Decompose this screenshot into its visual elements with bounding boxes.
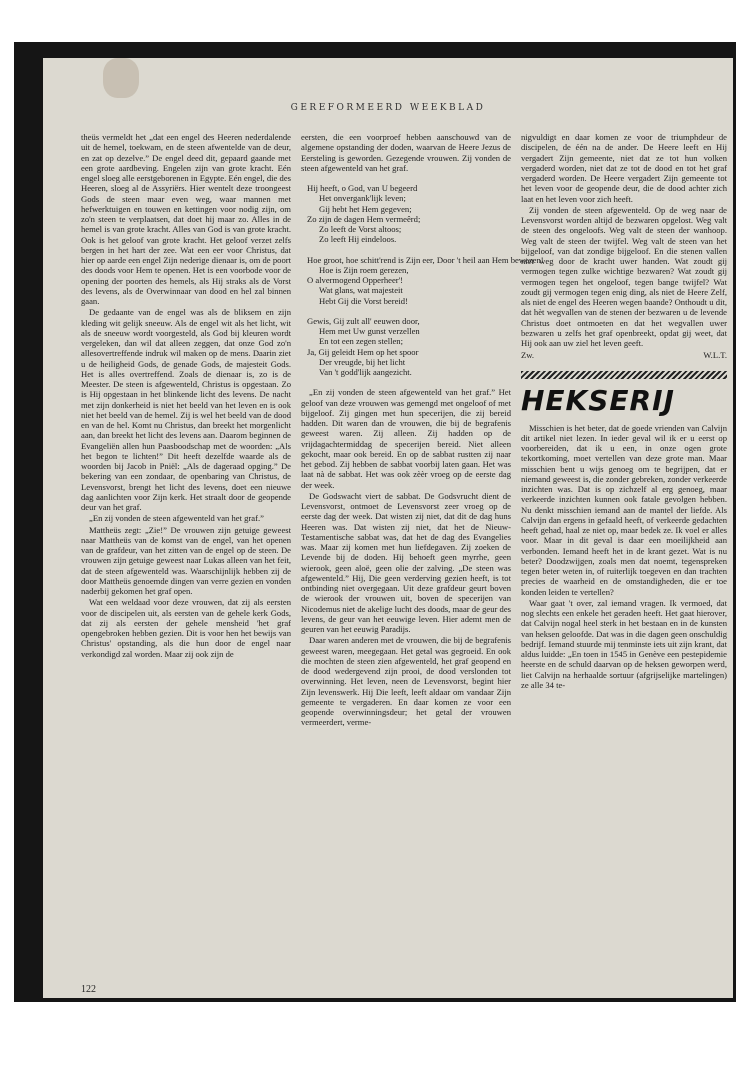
verse-line: Wat glans, wat majesteit (319, 285, 403, 296)
page-header: GEREFORMEERD WEEKBLAD (290, 103, 486, 113)
verse-line: Gewis, Gij zult all' eeuwen door, (307, 315, 420, 326)
verse-line: Het onvergank'lijk leven; (319, 193, 406, 204)
column-1 (81, 132, 291, 659)
verse-line: Hoe groot, hoe schitt'rend is Zijn eer, Door 't heil aan Hem bewezen! (307, 254, 544, 265)
verse-line: Zo leeft Hij eindeloos. (319, 234, 397, 245)
verse-line: En tot een zegen stellen; (319, 336, 403, 347)
verse-line: Gij hebt het Hem gegeven; (319, 203, 412, 214)
verse-line: Van 't godd'lijk aangezicht. (319, 367, 412, 377)
section-heading: HEKSERIJ (521, 383, 675, 417)
paragraph: Misschien is het beter, dat de goede vrienden van Calvijn dit artikel niet lezen. In ieder geval wil ik er u eerst op voorbereiden, dat ik u een, in onze ogen grote tekortkoming, moet vertellen van deze grote man. Maar misschien bent u wijs genoeg om te begrijpen, dat er niemand geweest is, die zonder gebreken, zonder verkeerde inzichten was. Dat is op zichzelf al erg genoeg, maar verkeerde inzichten kunnen ook fatale gevolgen hebben. Nu denkt misschien iemand aan de mantel der liefde. Als Calvijn dan ergens in gefaald heeft, of verkeerde gedachten heeft gehad, haal ze niet op, maar bedek ze. Ik voel er alles voor. Maar in dit geval is daar een moeilijkheid aan verbonden. Iemand heeft het in de krant gezet. Wat is nu beter? Doodzwijgen, zoals men dat noemt, tegenspreken tegen beter weten in, of ruiterlijk toegeven en dan trachten precies de waarheid en de omstandigheden, die er toe konden leiden te vertellen? (521, 422, 727, 597)
signature-initials: W.L.T. (703, 350, 727, 361)
paragraph: De gedaante van de engel was als de bliksem en zijn kleding wit gelijk sneeuw. Als de engel wit als het licht, wit als de sneeuw wordt voorgesteld, als God bij kleuren wordt vergeleken, dan wil dat alleen zeggen, dat onze God zo'n allesovertreffende indruk wil maken op de mens. Daarin ziet u de heiligheid Gods, de genade Gods, de majesteit Gods. Het is alles overtreffend. Zoals de dienaar is, zo is de Meester. De steen is afgewenteld, Christus is opgestaan. Zo is Hij opgestaan in het blinkende licht des levens. De nacht met zijn donkerheid is niet het beeld van het leven en is ook niet het beeld van de hemel. Zij is wel het beeld van de dood en van de hel. Komt nu Christus, dan breekt het morgenlicht aan, dan breekt het licht des levens aan. Daarom beginnen de Evangeliën allen hun Paasboodschap met de woorden: „Als het begon te lichten!” Dit heeft dezelfde waarde als de woorden bij Jacob in Pniël: „Als de dageraad opging.” De bekering van een zondaar, de openbaring van Christus, de Levensvorst, brengt het licht des levens, doet een nieuwe dag aanlichten voor Zijn kerk. Het straalt door de geopende deur van het graf. (81, 307, 291, 512)
verse-line: Hoe is Zijn roem gerezen, (319, 264, 409, 275)
verse-line: Ja, Gij geleidt Hem op het spoor (307, 346, 419, 357)
paragraph: Wat een weldaad voor deze vrouwen, dat zij als eersten voor de discipelen uit, als eersten van de gehele kerk Gods, dat zij als eersten der gehele mensheid 'het graf opengebroken hebben gezien. Dit is voor hen het bewijs van Christus' opstanding, als die hun door de engel naar verkondigd zal worden. Maar zij ook zijn de (81, 597, 291, 659)
signature-line (521, 350, 727, 360)
verse-line: Hem met Uw gunst verzellen (319, 326, 420, 336)
paragraph: De Godswacht viert de sabbat. De Godsvrucht dient de Levensvorst, ontmoet de Levensvorst zeer vroeg op de eerste dag der week. Dat wisten zij niet, dat dit de dag huns Heeren was. Dat wisten zij niet, dat het de Nieuw-Testamentische sabbat was, dat het de dag des Evangelies was. Maar zij komen met hun liefdegaven. Zij zoeken de Levende bij de doden. Hij behoeft geen myrrhe, geen wierook, geen aloë, geen olie der zalving. „De steen was afgewenteld.” Hij, Die geen verderving gezien heeft, is tot ontbinding niet overgegaan. Uit deze grafdeur geurt boven de wierook der vrouwen uit, boven de specerijen van Nicodemus niet de akelige lucht des doods, maar de geur des levens, de geur van het eeuwige leven. Hier ademt men de geuren van het eeuwig Paradijs. (301, 490, 511, 634)
verse-line: O alvermogend Opperheer'! (307, 275, 404, 285)
paragraph: Waar gaat 't over, zal iemand vragen. Ik vermoed, dat nog slechts een enkele het geraden heeft. Het gaat hierover, dat Calvijn nogal heel sterk in het bestaan en in de kunsten van heksen geloofde. Dat was in die dagen geen onschuldig bedrijf. Iemand stuurde mij tenminste iets uit zijn krant, dat aldus luidde: „En toen in 1545 in Genève een pestepidemie heerste en de schuld daarvan op de heksen geworpen werd, liet Calvijn na herhaalde sortuur (afgrijselijke martelingen) ze alle 34 te- (521, 597, 727, 690)
verse-line: Hebt Gij die Vorst bereid! (319, 295, 408, 306)
newspaper-page (43, 58, 733, 998)
verse-line: Zo zijn de dagen Hem vermeêrd; (307, 213, 421, 224)
paragraph: „En zij vonden de steen afgewenteld van het graf.” Het geloof van deze vrouwen was gemengd met ongeloof of met bijgeloof. Zij gingen met hun specerijen, die zij bereid hadden. Dit waren dan de vrouwen, die bij de begrafenis geweest waren. Zij alleen. Zij hadden op de vrijdagachtermiddag de specerijen bereid. Niet alleen gekocht, maar ook bereid. En op de sabbat rustten zij naar het gebod. Zij hebben de sabbat voorbij laten gaan. Het was laat nà de sabbat. Het was ook zèèr vroeg op de eerste dag der week. (301, 387, 511, 490)
verse-line: Hij heeft, o God, van U begeerd (307, 183, 418, 193)
paragraph: eersten, die een voorproef hebben aanschouwd van de algemene opstanding der doden, waarvan de Heere Jezus de Eersteling is geworden. Gezegende vrouwen. Zij vonden de steen afgewenteld van het graf. (301, 132, 511, 173)
page-number: 122 (81, 984, 96, 995)
verse-line: Der vreugde, bij het licht (319, 356, 406, 367)
paragraph: Zij vonden de steen afgewenteld. Op de weg naar de Levensvorst worden altijd de bezwaren opgelost. Weg valt de steen des ongeloofs. Weg valt de steen der wanhoop. Weg valt de steen der twijfel. Weg valt de steen van het bijgeloof, van dat zondige bijgeloof. En die stenen vallen niet weg door de kracht uwer handen. Wat zoudt gij vermogen tegen zulke wichtige bezwaren? Wat zoudt gij vermogen tegen het ongeloof, tegen bange twijfel? Wat zoudt gij vermogen tegen enig ding, als niet de Heere Zelf, als niet de engel des Heeren wegen baande? Onthoudt u dit, dat hèt wegvallen van de stenen der bezwaren u de levende Christus doet ontmoeten en dat het wegvallen uwer bezwaren u zelfs het graf openbreekt, opdat gij weet, dat Hij ook aan uw ziel het leven geeft. (521, 204, 727, 348)
column-3 (521, 132, 727, 690)
paragraph: Daar waren anderen met de vrouwen, die bij de begrafenis geweest waren, meegegaan. Het getal was gegroeid. En ook die mochten de steen zien afgewenteld, het graf geopend en de dood wedergevend zijn prooi, de dood verslonden tot overwinning. Het leven, neen de Levensvorst, begint hier Zijn levenswerk. Hij Die leeft, leeft aldaar om vandaar Zijn gemeente te vergaderen. En daar komen ze voor een geopende overwinningsdeur; het getal der vrouwen vermeerdert, verme- (301, 635, 511, 728)
paragraph: „En zij vonden de steen afgewenteld van het graf.” (89, 513, 264, 524)
page-stain (103, 58, 139, 98)
paragraph: nigvuldigt en daar komen ze voor de triumphdeur de discipelen, de één na de ander. De Heere leeft en Hij vergadert Zijn gemeente, niet dat ze tot hun volken vergaderd worden, niet dat ze tot de dood en tot het graf vergaderd worden. De Heere vergadert Zijn gemeente tot het leven voor de geopende deur, die de dood achter zich laat en het leven voor zich heeft. (521, 132, 727, 204)
paragraph: theüs vermeldt het „dat een engel des Heeren nederdalende uit de hemel, toekwam, en de steen afwentelde van de deur, en zat op dezelve.” De engel deed dit, gepaard gaande met een grote aardbeving. Engelen zijn van grote kracht. Eén engel sloeg alle eerstgeborenen in Egypte. Eén engel, die des Heeren, sloeg al de Assyriërs. Hier wentelt deze troongeest Gods de steen maar even weg, waar mannen met hefwerktuigen en touwen en kettingen voor nodig zijn, om zo'n steen te verplaatsen, dat doet hij maar zo. Alles in de hemel is van grote kracht. Alles van God is van grote kracht. Ook is het geloof van grote kracht. Het geloof verzet zelfs bergen in het hart der zee. Wat een eer voor Christus, dat hier op aarde een engel Zijn nederige dienaar is, om de poort des doods voor Hem te openen. Het is een voorbode voor de opening der poorten des hemels, als Hij straks als de Vorst des levens, als de Overwinnaar van dood en hel zal binnen gaan. (81, 132, 291, 306)
verse-line: Zo leeft de Vorst altoos; (319, 224, 402, 234)
signature-place: Zw. (521, 350, 535, 361)
paragraph: Mattheüs zegt: „Zie!” De vrouwen zijn getuige geweest naar Mattheüs van de komst van de engel, van het openen van de grafdeur, van het zitten van de engel op de steen. De vrouwen zijn getuige geweest naar Lukas alleen van het feit, dat de steen afgewenteld was. Waarschijnlijk hebben zij de door Mattheüs genoemde dingen van verre gezien en vonden naderbij gekomen het graf open. (81, 524, 291, 596)
section-divider (521, 371, 727, 379)
